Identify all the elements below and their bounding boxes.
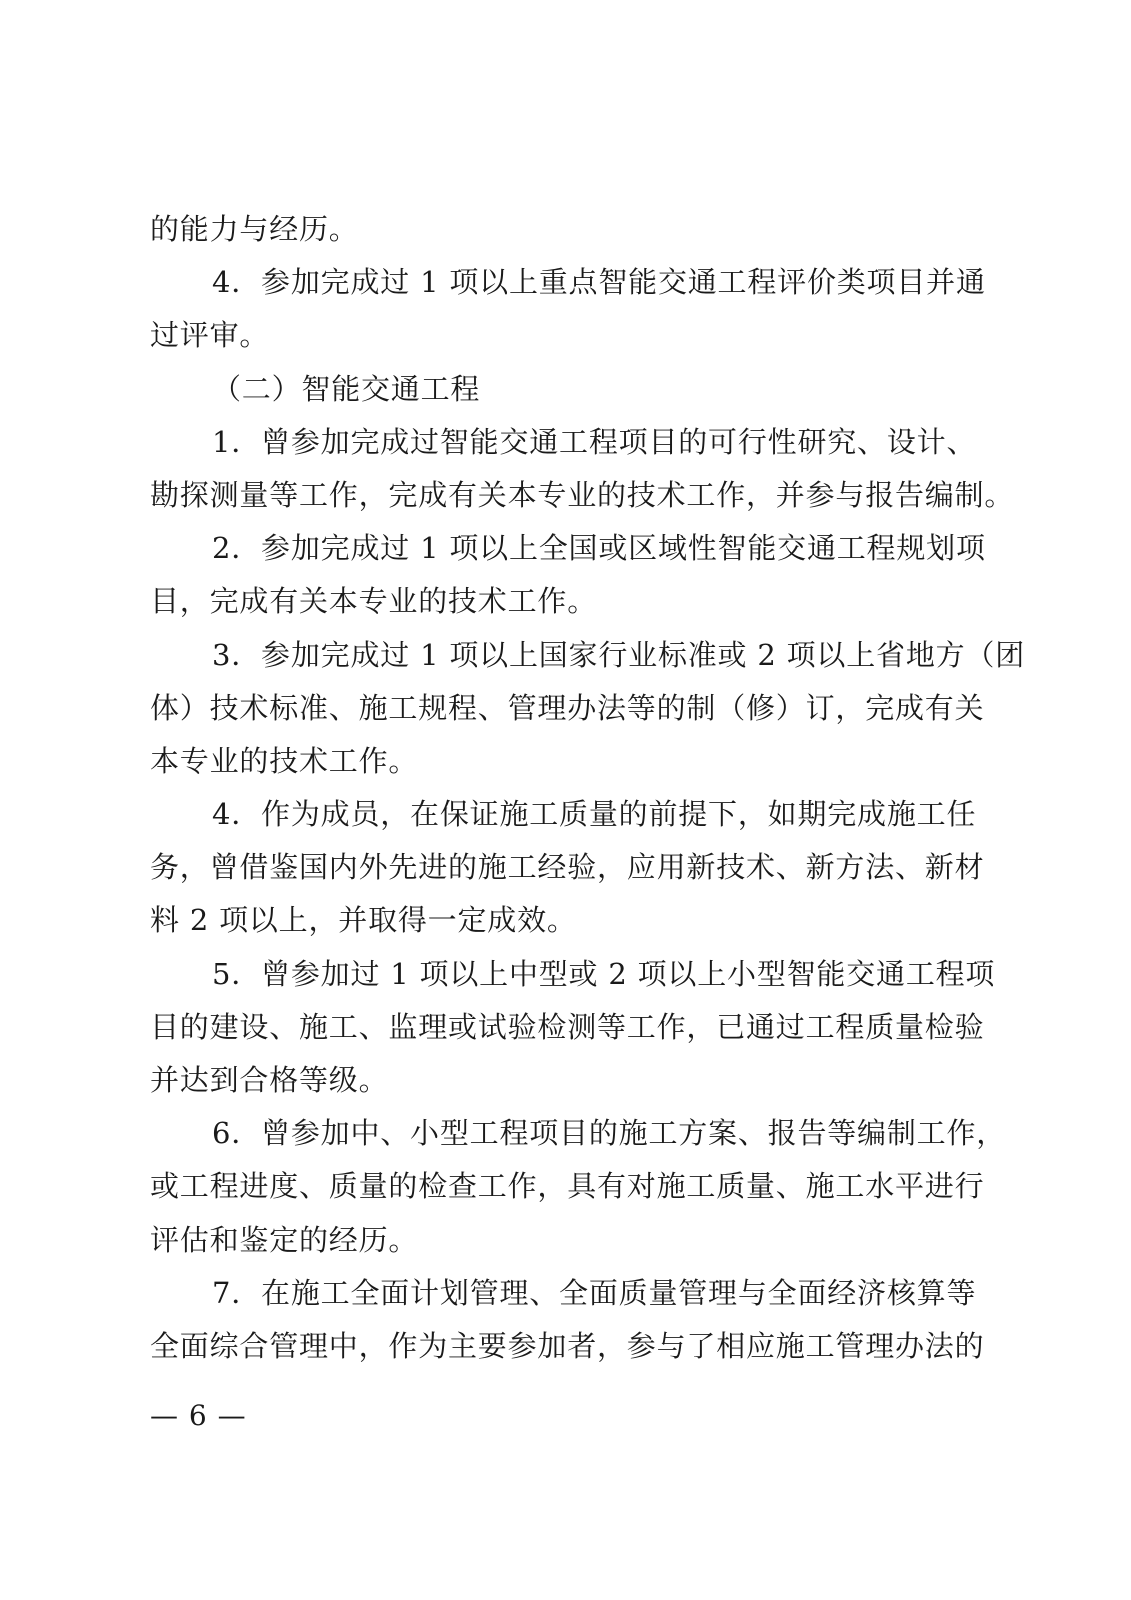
text-line: 或工程进度、质量的检查工作，具有对施工质量、施工水平进行 — [150, 1169, 985, 1204]
text-line: 的能力与经历。 — [150, 212, 359, 246]
page-number: — 6 — — [150, 1399, 247, 1432]
text-line: 并达到合格等级。 — [150, 1063, 389, 1097]
text-line: 体）技术标准、施工规程、管理办法等的制（修）订，完成有关 — [150, 690, 985, 725]
text-line: 勘探测量等工作，完成有关本专业的技术工作，并参与报告编制。 — [150, 477, 1015, 512]
text-line: 务，曾借鉴国内外先进的施工经验，应用新技术、新方法、新材 — [150, 850, 985, 885]
text-line: 评估和鉴定的经历。 — [150, 1222, 419, 1257]
text-line: 2．参加完成过 1 项以上全国或区域性智能交通工程规划项 — [212, 531, 986, 566]
text-line: 目的建设、施工、监理或试验检测等工作，已通过工程质量检验 — [150, 1009, 985, 1044]
text-line: 4．参加完成过 1 项以上重点智能交通工程评价类项目并通 — [212, 265, 986, 300]
section-heading: （二）智能交通工程 — [212, 371, 481, 406]
text-line: 料 2 项以上，并取得一定成效。 — [150, 903, 577, 938]
text-line: 5．曾参加过 1 项以上中型或 2 项以上小型智能交通工程项 — [212, 956, 996, 991]
text-line: 4．作为成员，在保证施工质量的前提下，如期完成施工任 — [212, 797, 977, 832]
text-line: 1．曾参加完成过智能交通工程项目的可行性研究、设计、 — [212, 424, 977, 459]
text-line: 本专业的技术工作。 — [150, 743, 419, 778]
text-line: 6．曾参加中、小型工程项目的施工方案、报告等编制工作， — [212, 1116, 1007, 1151]
text-line: 全面综合管理中，作为主要参加者，参与了相应施工管理办法的 — [150, 1328, 985, 1363]
text-line: 过评审。 — [150, 318, 270, 353]
text-line: 7．在施工全面计划管理、全面质量管理与全面经济核算等 — [212, 1275, 977, 1310]
text-line: 目，完成有关本专业的技术工作。 — [150, 584, 598, 619]
document-body — [150, 203, 1026, 1373]
text-line: 3．参加完成过 1 项以上国家行业标准或 2 项以上省地方（团 — [212, 637, 1026, 672]
